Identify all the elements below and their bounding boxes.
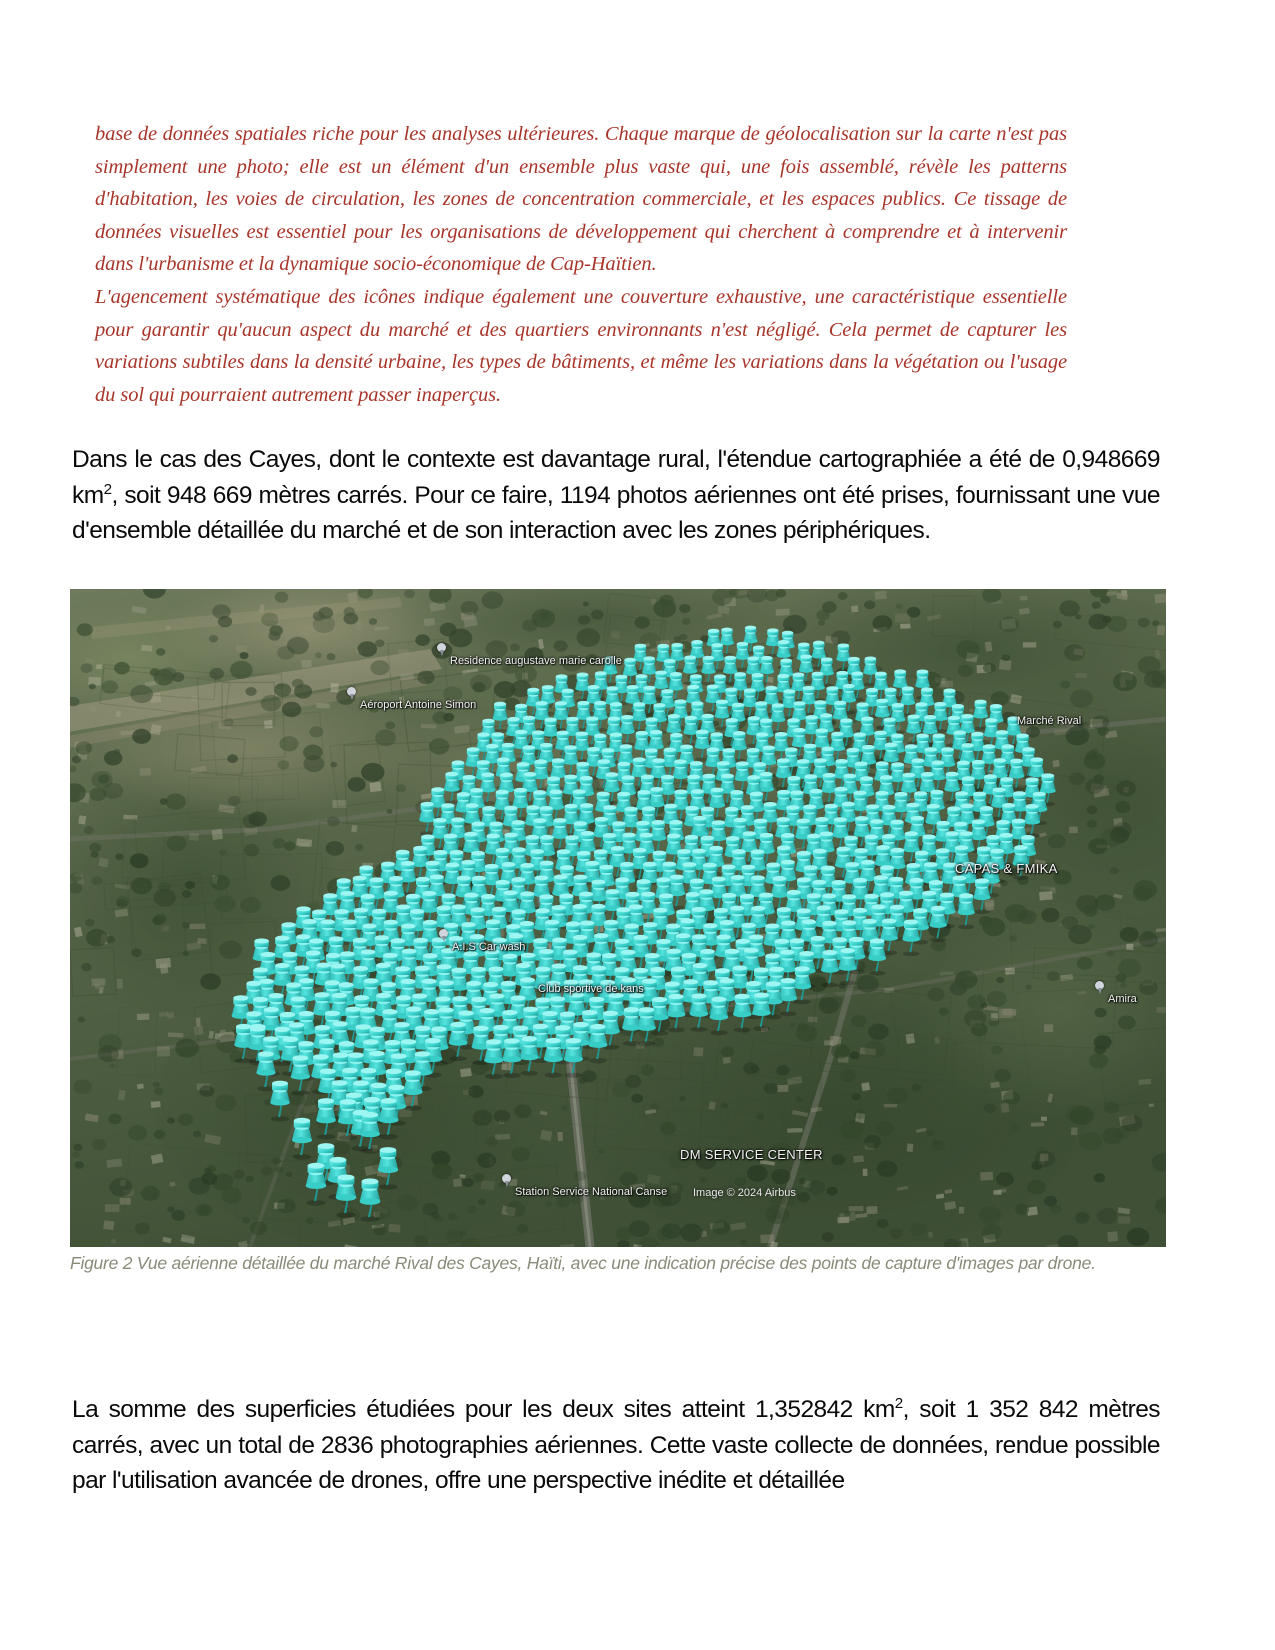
figure-2 <box>70 589 1166 1275</box>
quote-paragraph-1: base de données spatiales riche pour les analyses ultérieures. Chaque marque de géolocalisation sur la carte n'est pas simplement une photo; elle est un élément d'un ensemble plus vaste qui, une fois assemblé, révèle les patterns d'habitation, les voies de circulation, les zones de concentration commerciale, et les espaces publics. Ce tissage de données visuelles est essentiel pour les organisations de développement qui cherchent à comprendre et à intervenir dans l'urbanisme et la dynamique socio-économique de Cap-Haïtien. <box>95 123 1067 276</box>
map-poi-marker-aeroport-antoine-simon[interactable] <box>347 687 356 696</box>
aerial-map-canvas <box>70 589 1166 1247</box>
closing-paragraph-segment-2: , soit 1 352 842 mètres carrés, avec un total de 2836 photographies aériennes. Cette vaste collecte de données, rendue possible par l'utilisation avancée de drones, offre une perspective inédite et détaillée <box>72 1396 1160 1494</box>
map-label-residence-augustave[interactable]: Residence augustave marie carolle <box>450 655 622 667</box>
figure-caption: Figure 2 Vue aérienne détaillée du marché Rival des Cayes, Haïti, avec une indication précise des points de capture d'images par drone. <box>70 1253 1096 1273</box>
map-poi-marker-station-service[interactable] <box>502 1174 511 1183</box>
closing-paragraph-segment-1: La somme des superficies étudiées pour les deux sites atteint 1,352842 km <box>72 1396 895 1423</box>
intro-paragraph-segment-1: Dans le cas des Cayes, dont le contexte est davantage rural, l'étendue cartographiée a été de 0,948669 km <box>72 446 1160 509</box>
intro-paragraph-segment-2: , soit 948 669 mètres carrés. Pour ce faire, 1194 photos aériennes ont été prises, fournissant une vue d'ensemble détaillée du marché et de son interaction avec les zones périphériques. <box>72 481 1160 544</box>
closing-paragraph-superscript: 2 <box>894 1394 903 1412</box>
closing-paragraph <box>72 1392 1160 1499</box>
intro-paragraph-superscript: 2 <box>103 480 112 498</box>
map-label-station-service[interactable]: Station Service National Canse <box>515 1186 668 1198</box>
map-label-ais-car-wash[interactable]: A.I.S Car wash <box>452 941 526 953</box>
map-label-marche-rival[interactable]: Marché Rival <box>1017 715 1082 727</box>
map-poi-marker-residence-augustave[interactable] <box>437 643 446 652</box>
map-label-club-sportive-de-kans[interactable]: Club sportive de kans <box>538 983 644 995</box>
intro-paragraph <box>72 442 1160 549</box>
map-label-aeroport-antoine-simon[interactable]: Aéroport Antoine Simon <box>360 699 477 711</box>
map-label-capas-fmika[interactable]: CAPAS & FMIKA <box>955 861 1058 876</box>
map-label-dm-service-center[interactable]: DM SERVICE CENTER <box>680 1147 823 1162</box>
map-poi-marker-amira[interactable] <box>1095 981 1104 990</box>
map-label-amira[interactable]: Amira <box>1108 993 1137 1005</box>
map-poi-marker-ais-car-wash[interactable] <box>439 929 448 938</box>
quoted-italic-block <box>95 118 1067 411</box>
map-attribution: Image © 2024 Airbus <box>693 1187 796 1199</box>
quote-paragraph-2: L'agencement systématique des icônes indique également une couverture exhaustive, une caractéristique essentielle pour garantir qu'aucun aspect du marché et des quartiers environnants n'est négligé. Cela permet de capturer les variations subtiles dans la densité urbaine, les types de bâtiments, et même les variations dans la végétation ou l'usage du sol qui pourraient autrement passer inaperçus. <box>95 285 1067 406</box>
aerial-map-image[interactable] <box>70 589 1166 1247</box>
